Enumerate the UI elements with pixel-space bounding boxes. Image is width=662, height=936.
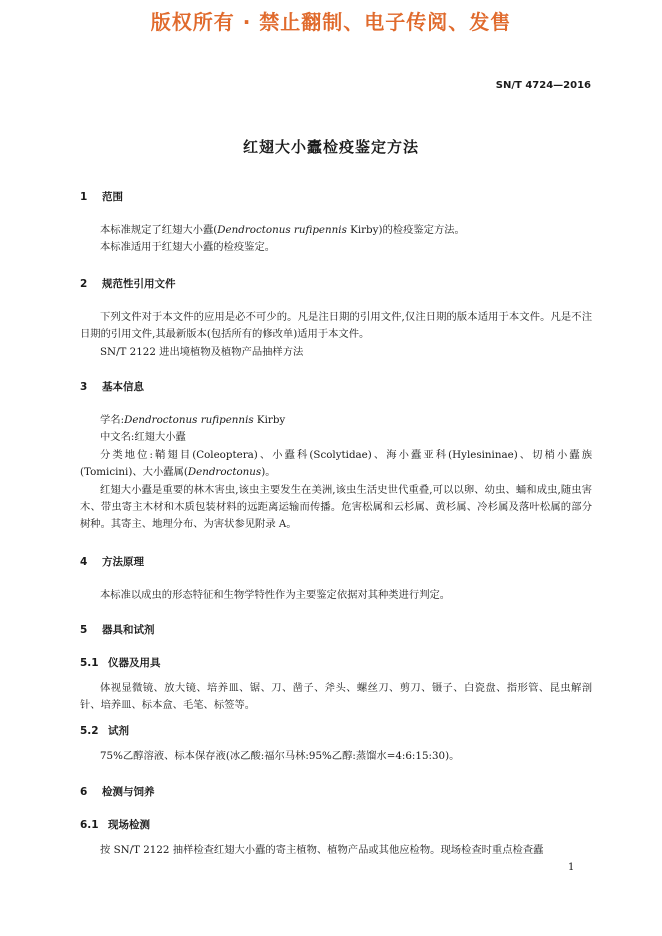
section-title: 器具和试剂 [102, 624, 155, 636]
genus-name: Dendroctonus [187, 466, 262, 478]
section-number: 1 [80, 191, 88, 203]
reference-item: SN/T 2122 进出境植物及植物产品抽样方法 [100, 346, 304, 358]
paragraph-scientific-name [80, 412, 592, 429]
standard-code: SN/T 4724—2016 [495, 80, 591, 91]
section-title: 方法原理 [102, 556, 144, 568]
document-title: 红翅大小蠹检疫鉴定方法 [242, 138, 419, 156]
section-1-heading [80, 189, 123, 204]
section-number: 4 [80, 556, 88, 568]
section-title: 基本信息 [102, 381, 144, 393]
text-run: 学名: [100, 414, 125, 426]
section-5-2-heading [80, 723, 129, 738]
section-title: 现场检测 [108, 819, 150, 831]
text-run: )。 [261, 466, 276, 478]
section-number: 5.1 [80, 657, 99, 669]
copyright-watermark: 版权所有 · 禁止翻制、电子传阅、发售 [150, 10, 512, 34]
paragraph-taxonomy [80, 447, 592, 481]
paragraph-scope [80, 222, 592, 239]
paragraph-instruments: 体视显微镜、放大镜、培养皿、锯、刀、凿子、斧头、螺丝刀、剪刀、镊子、白瓷盘、指形管、昆虫解剖针、培养皿、标本盒、毛笔、标签等。 [80, 682, 592, 711]
paragraph-reagents: 75%乙醇溶液、标本保存液(冰乙酸:福尔马林:95%乙醇:蒸馏水=4:6:15:30)。 [100, 750, 460, 762]
section-3-heading [80, 379, 144, 394]
section-5-1-heading [80, 655, 161, 670]
paragraph-pest-description: 红翅大小蠹是重要的林木害虫,该虫主要发生在美洲,该虫生活史世代重叠,可以以卵、幼虫、蛹和成虫,随虫害木、带虫寄主木材和木质包装材料的远距离运输而传播。危害松属和云杉属、黄杉属、冷杉属及落叶松属的部分树种。其寄主、地理分布、为害状参见附录 A。 [80, 484, 592, 530]
scientific-name: Dendroctonus rufipennis [124, 414, 254, 426]
section-title: 检测与饲养 [102, 786, 155, 798]
section-title: 试剂 [108, 725, 129, 737]
paragraph-applicability: 本标准适用于红翅大小蠹的检疫鉴定。 [100, 241, 276, 253]
text-run: 分类地位:鞘翅目(Coleoptera)、小蠹科(Scolytidae)、海小蠹亚科(Hylesininae)、切梢小蠹族(Tomicini)、大小蠹属( [80, 449, 592, 478]
section-number: 2 [80, 278, 88, 290]
section-number: 6.1 [80, 819, 99, 831]
text-run: 本标准规定了红翅大小蠹( [100, 224, 218, 236]
scientific-name: Dendroctonus rufipennis [217, 224, 347, 236]
paragraph-normative-refs: 下列文件对于本文件的应用是必不可少的。凡是注日期的引用文件,仅注日期的版本适用于本文件。凡是不注日期的引用文件,其最新版本(包括所有的修改单)适用于本文件。 [80, 311, 592, 340]
section-number: 5.2 [80, 725, 99, 737]
section-title: 规范性引用文件 [102, 278, 176, 290]
section-title: 仪器及用具 [108, 657, 161, 669]
paragraph-field-inspection: 按 SN/T 2122 抽样检查红翅大小蠹的寄主植物、植物产品或其他应检物。现场检查时重点检查蠹 [100, 844, 544, 856]
paragraph-chinese-name: 中文名:红翅大小蠹 [100, 431, 186, 443]
section-5-heading [80, 622, 155, 637]
section-title: 范围 [102, 191, 123, 203]
paragraph-method-principle: 本标准以成虫的形态特征和生物学特性作为主要鉴定依据对其种类进行判定。 [100, 589, 451, 601]
page-number: 1 [568, 862, 575, 873]
section-6-heading [80, 784, 155, 799]
section-4-heading [80, 554, 144, 569]
section-2-heading [80, 276, 176, 291]
text-run: Kirby)的检疫鉴定方法。 [346, 224, 465, 236]
section-6-1-heading [80, 817, 150, 832]
section-number: 6 [80, 786, 88, 798]
section-number: 3 [80, 381, 88, 393]
section-number: 5 [80, 624, 88, 636]
text-run: Kirby [253, 414, 286, 426]
